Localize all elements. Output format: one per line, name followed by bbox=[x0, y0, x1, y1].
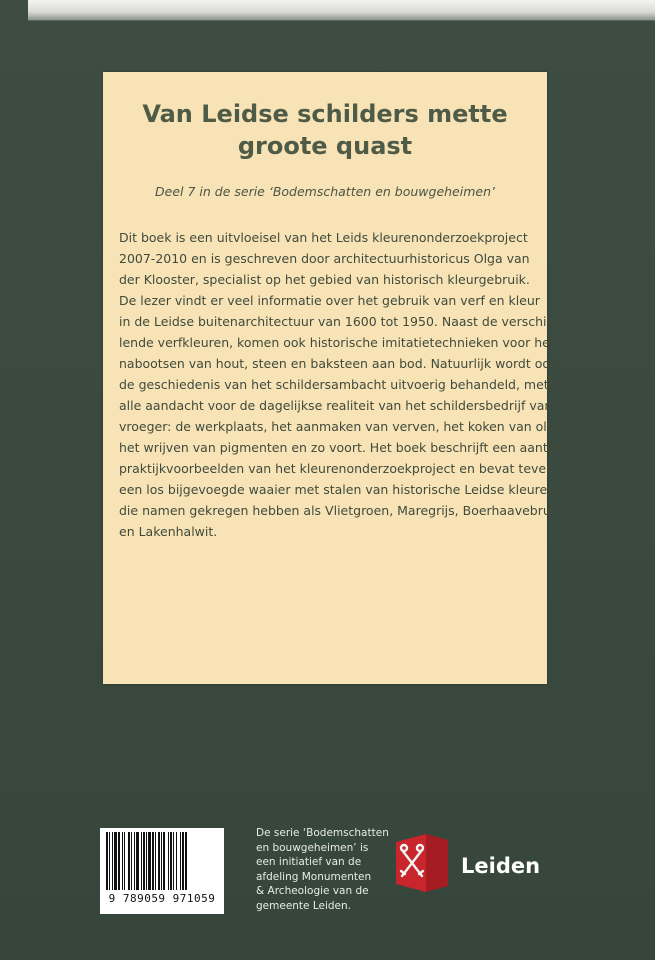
book-title-line-1: Van Leidse schilders mette bbox=[142, 100, 508, 128]
leiden-logo-text: Leiden bbox=[461, 854, 541, 878]
series-subtitle: Deel 7 in de serie ‘Bodemschatten en bouwgeheimen’ bbox=[155, 184, 495, 199]
series-info-line: De serie ‘Bodemschatten bbox=[256, 827, 389, 839]
description-line: alle aandacht voor de dagelijkse realiteit van het schildersbedrijf van bbox=[119, 398, 553, 413]
series-info bbox=[256, 826, 396, 914]
description-line: nabootsen van hout, steen en baksteen aan bod. Natuurlijk wordt ook bbox=[119, 356, 558, 371]
book-title bbox=[103, 98, 547, 162]
description-line: der Klooster, specialist op het gebied van historisch kleurgebruik. bbox=[119, 272, 530, 287]
series-info-line: gemeente Leiden. bbox=[256, 899, 352, 912]
description-line: het wrijven van pigmenten en zo voort. Het boek beschrijft een aantal bbox=[119, 440, 559, 455]
cover-top-edge bbox=[0, 0, 28, 20]
description-line: die namen gekregen hebben als Vlietgroen, Maregrijs, Boerhaavebruin bbox=[119, 503, 563, 518]
series-info-line: een initiatief van de bbox=[256, 856, 362, 869]
description-line: lende verfkleuren, komen ook historische imitatietechnieken voor het bbox=[119, 335, 555, 350]
leiden-keys-logo-icon bbox=[392, 832, 452, 894]
description-line: vroeger: de werkplaats, het aanmaken van verven, het koken van olie, bbox=[119, 419, 562, 434]
series-info-line: en bouwgeheimen’ is bbox=[256, 841, 369, 854]
barcode-icon bbox=[106, 832, 218, 890]
description-line: Dit boek is een uitvloeisel van het Leids kleurenonderzoekproject bbox=[119, 230, 528, 245]
isbn-barcode bbox=[100, 828, 224, 914]
page-block-edge bbox=[28, 0, 655, 21]
isbn-number: 9 789059 971059 bbox=[108, 892, 216, 905]
description-line: en Lakenhalwit. bbox=[119, 524, 218, 539]
description-line: praktijkvoorbeelden van het kleurenonderzoekproject en bevat tevens bbox=[119, 461, 561, 476]
book-description bbox=[119, 227, 563, 542]
description-line: de geschiedenis van het schildersambacht uitvoerig behandeld, met bbox=[119, 377, 549, 392]
description-panel bbox=[103, 72, 563, 684]
description-line: 2007-2010 en is geschreven door architectuurhistoricus Olga van bbox=[119, 251, 530, 266]
book-title-line-2: groote quast bbox=[237, 132, 413, 160]
series-info-line: afdeling Monumenten bbox=[256, 870, 372, 883]
description-line: De lezer vindt er veel informatie over het gebruik van verf en kleur bbox=[119, 293, 540, 308]
series-info-line: & Archeologie van de bbox=[256, 885, 369, 898]
description-line: in de Leidse buitenarchitectuur van 1600 tot 1950. Naast de verschil- bbox=[119, 314, 555, 329]
description-line: een los bijgevoegde waaier met stalen van historische Leidse kleuren bbox=[119, 482, 556, 497]
